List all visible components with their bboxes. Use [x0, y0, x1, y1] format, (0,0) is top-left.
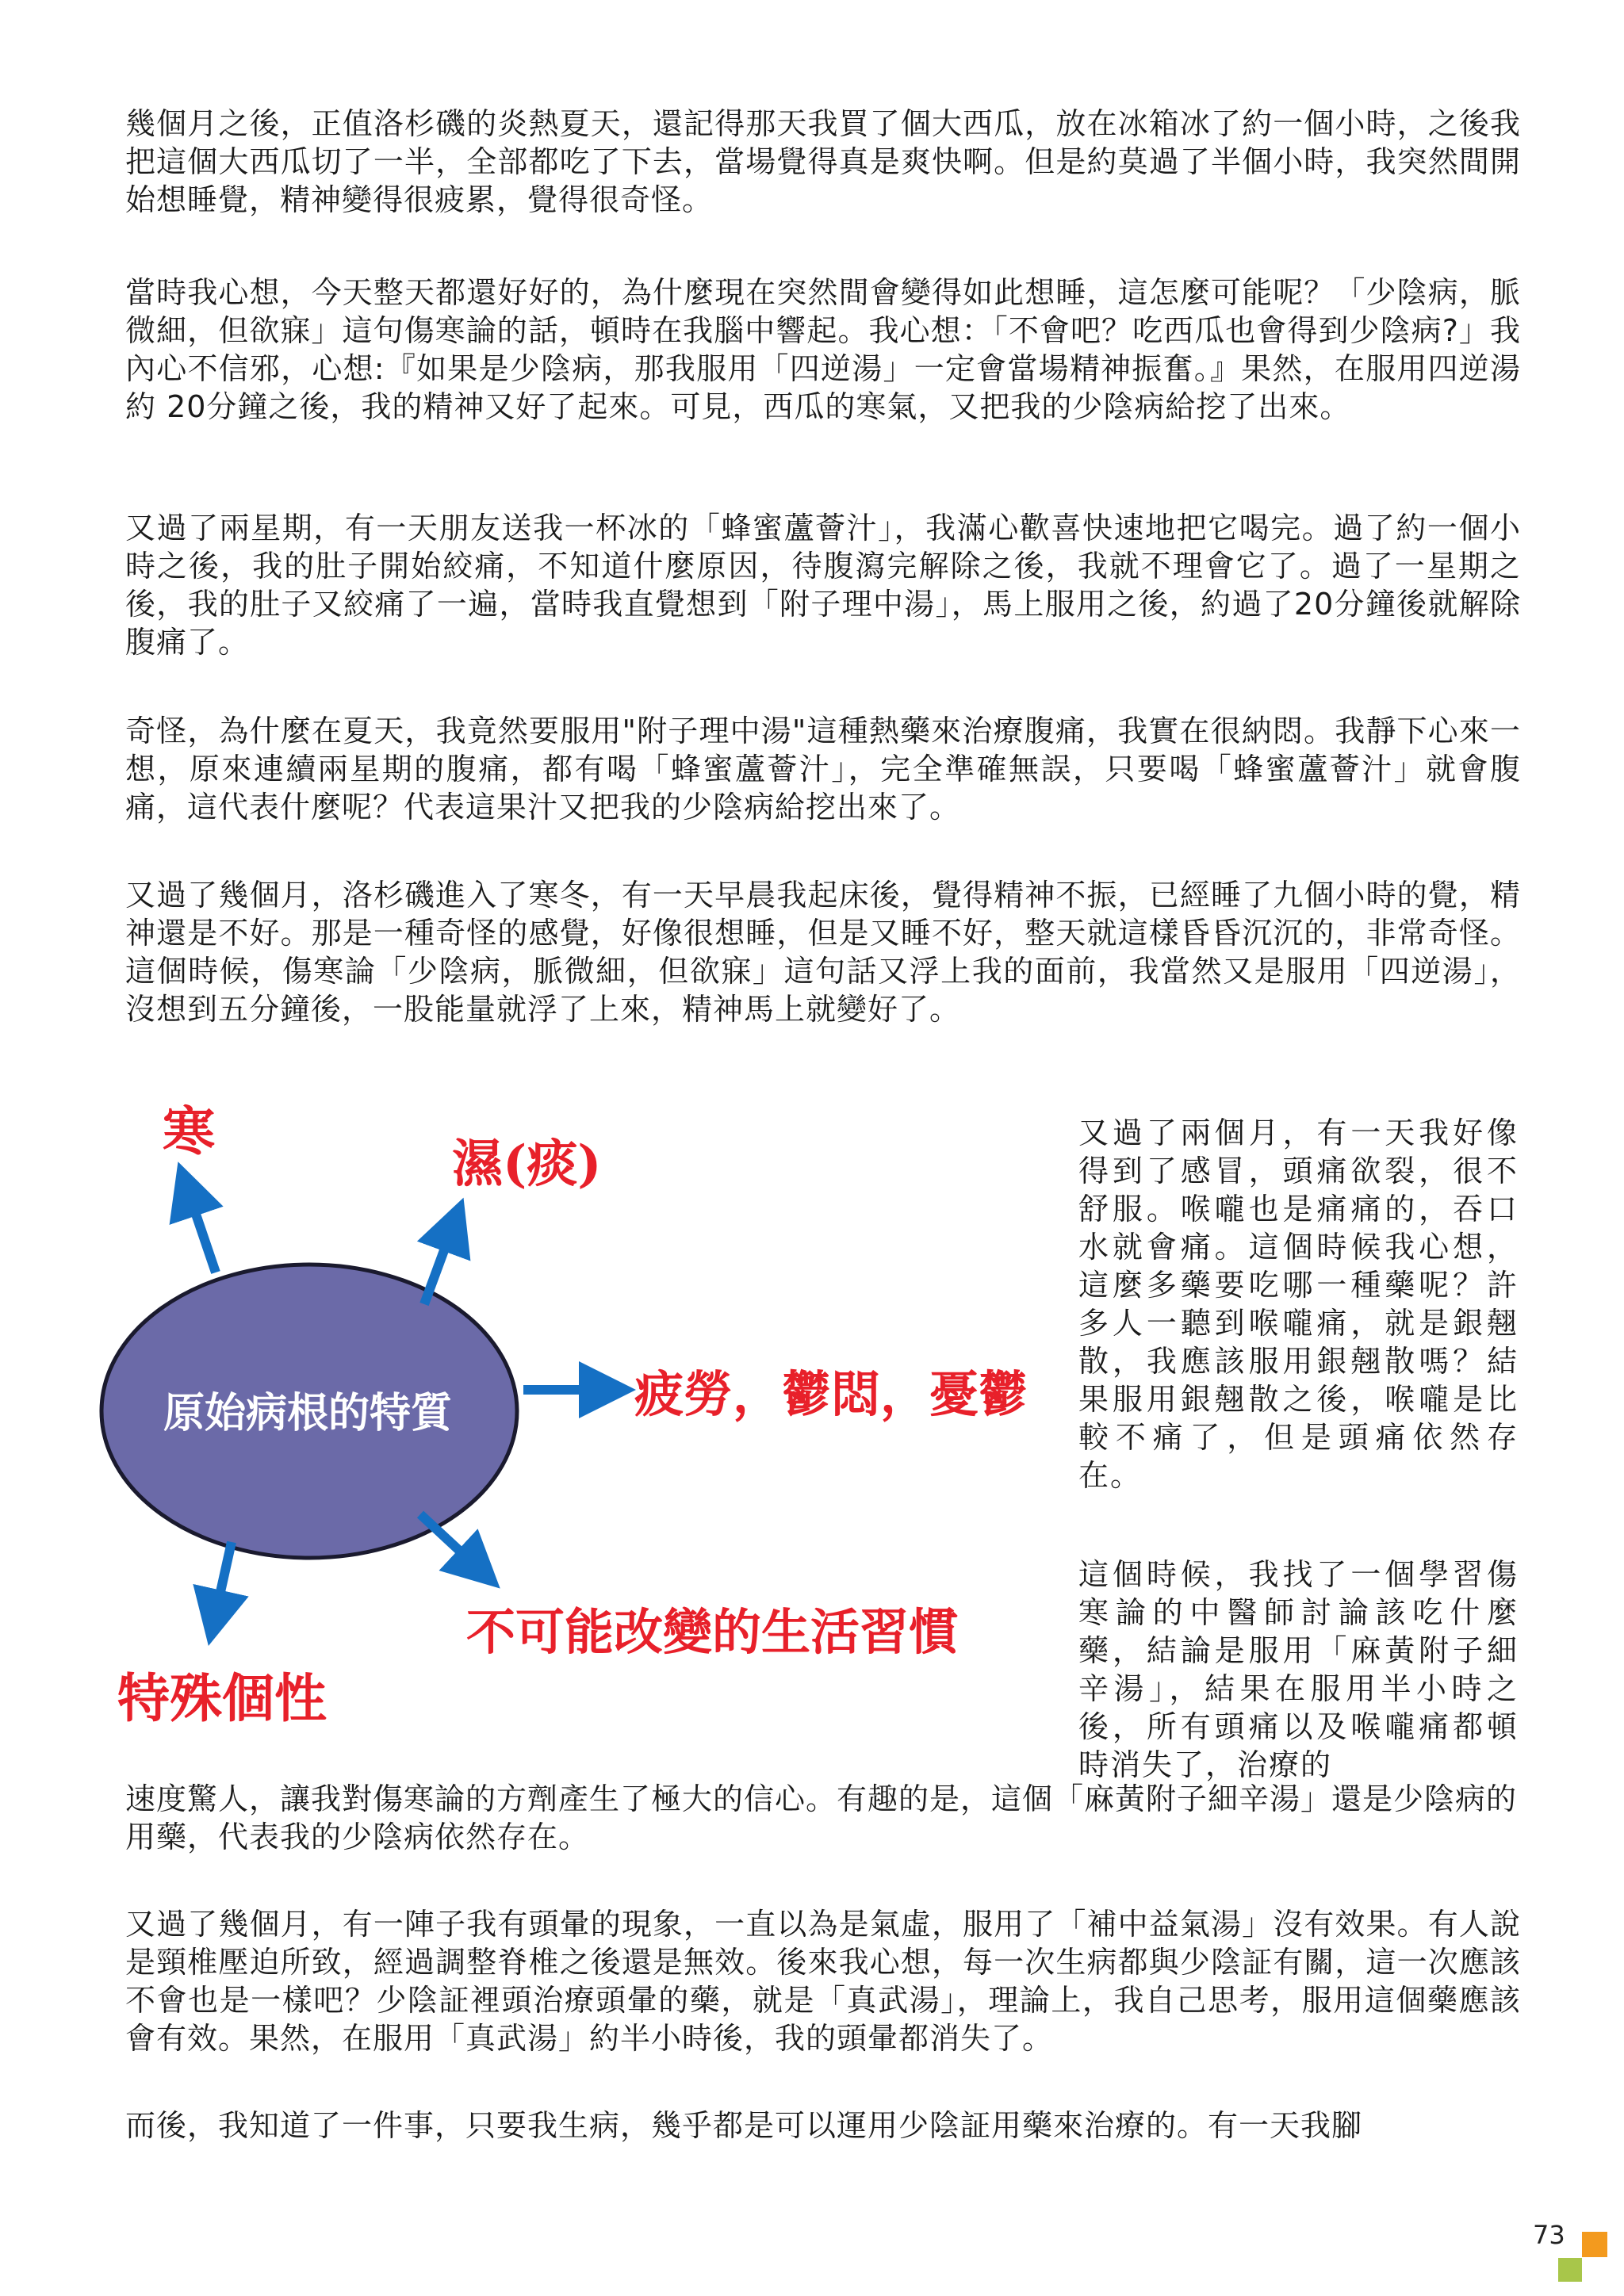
- paragraph-2: 當時我心想，今天整天都還好好的，為什麼現在突然間會變得如此想睡，這怎麼可能呢？「少陰病，脈微細，但欲寐」這句傷寒論的話，頓時在我腦中響起。我心想：「不會吧？吃西瓜也會得到少陰病?」我內心不信邪，心想:『如果是少陰病，那我服用「四逆湯」一定會當場精神振奮。』果然，在服用四逆湯約 20分鐘之後，我的精神又好了起來。可見，西瓜的寒氣，又把我的少陰病給挖了出來。: [125, 275, 1521, 424]
- continued-paragraph: 速度驚人，讓我對傷寒論的方劑產生了極大的信心。有趣的是，這個「麻黃附子細辛湯」還是少陰病的用藥，代表我的少陰病依然存在。: [125, 1781, 1518, 1854]
- paragraph-7: 而後，我知道了一件事，只要我生病，幾乎都是可以運用少陰証用藥來治療的。有一天我腳: [125, 2108, 1363, 2143]
- paragraph-4: 奇怪，為什麼在夏天，我竟然要服用"附子理中湯"這種熱藥來治療腹痛，我實在很納悶。我靜下心來一想，原來連續兩星期的腹痛，都有喝「蜂蜜蘆薈汁」，完全準確無誤，只要喝「蜂蜜蘆薈汁」就會腹痛，這代表什麼呢？代表這果汁又把我的少陰病給挖出來了。: [125, 714, 1521, 825]
- paragraph-1: 幾個月之後，正值洛杉磯的炎熱夏天，還記得那天我買了個大西瓜，放在冰箱冰了約一個小時，之後我把這個大西瓜切了一半，全部都吃了下去，當場覺得真是爽快啊。但是約莫過了半個小時，我突然間開始想睡覺，精神變得很疲累，覺得很奇怪。: [125, 106, 1521, 217]
- label-personality: 特殊個性: [117, 1667, 327, 1729]
- arrow-cold: [189, 1193, 216, 1272]
- paragraph-6: 又過了幾個月，有一陣子我有頭暈的現象，一直以為是氣虛，服用了「補中益氣湯」沒有效果。有人說是頸椎壓迫所致，經過調整脊椎之後還是無效。後來我心想，每一次生病都與少陰証有關，這一次應該不會也是一樣吧？少陰証裡頭治療頭暈的藥，就是「真武湯」，理論上，我自己思考，服用這個藥應該會有效。果然，在服用「真武湯」約半小時後，我的頭暈都消失了。: [125, 1907, 1521, 2056]
- page-number: 73: [1533, 2220, 1565, 2250]
- label-fatigue: 疲勞，鬱悶，憂鬱: [634, 1365, 1028, 1423]
- side-paragraph-1: 又過了兩個月，有一天我好像得到了感冒，頭痛欲裂，很不舒服。喉嚨也是痛痛的，吞口水就會痛。這個時候我心想，這麼多藥要吃哪一種藥呢？許多人一聽到喉嚨痛，就是銀翹散，我應該服用銀翹散嗎？結果服用銀翹散之後，喉嚨是比較不痛了，但是頭痛依然存在。: [1078, 1115, 1519, 1493]
- label-damp: 濕(痰): [452, 1135, 602, 1194]
- arrow-personality: [216, 1542, 232, 1613]
- side-paragraph-2: 這個時候，我找了一個學習傷寒論的中醫師討論該吃什麼藥，結論是服用「麻黃附子細辛湯」，結果在服用半小時之後，所有頭痛以及喉嚨痛都頓時消失了，治療的: [1078, 1557, 1519, 1782]
- label-habits: 不可能改變的生活習慣: [466, 1603, 959, 1661]
- center-label: 原始病根的特質: [163, 1389, 453, 1437]
- arrow-damp: [424, 1229, 452, 1304]
- corner-square-orange: [1582, 2232, 1607, 2257]
- label-cold: 寒: [163, 1100, 215, 1162]
- paragraph-3: 又過了兩星期，有一天朋友送我一杯冰的「蜂蜜蘆薈汁」，我滿心歡喜快速地把它喝完。過了約一個小時之後，我的肚子開始絞痛，不知道什麼原因，待腹瀉完解除之後，我就不理會它了。過了一星期之後，我的肚子又絞痛了一遍，當時我直覺想到「附子理中湯」，馬上服用之後，約過了20分鐘後就解除腹痛了。: [125, 511, 1521, 660]
- paragraph-5: 又過了幾個月，洛杉磯進入了寒冬，有一天早晨我起床後，覺得精神不振，已經睡了九個小時的覺，精神還是不好。那是一種奇怪的感覺，好像很想睡，但是又睡不好，整天就這樣昏昏沉沉的，非常奇怪。這個時候，傷寒論「少陰病，脈微細，但欲寐」這句話又浮上我的面前，我當然又是服用「四逆湯」，沒想到五分鐘後，一股能量就浮了上來，精神馬上就變好了。: [125, 878, 1521, 1027]
- corner-square-green: [1558, 2258, 1582, 2282]
